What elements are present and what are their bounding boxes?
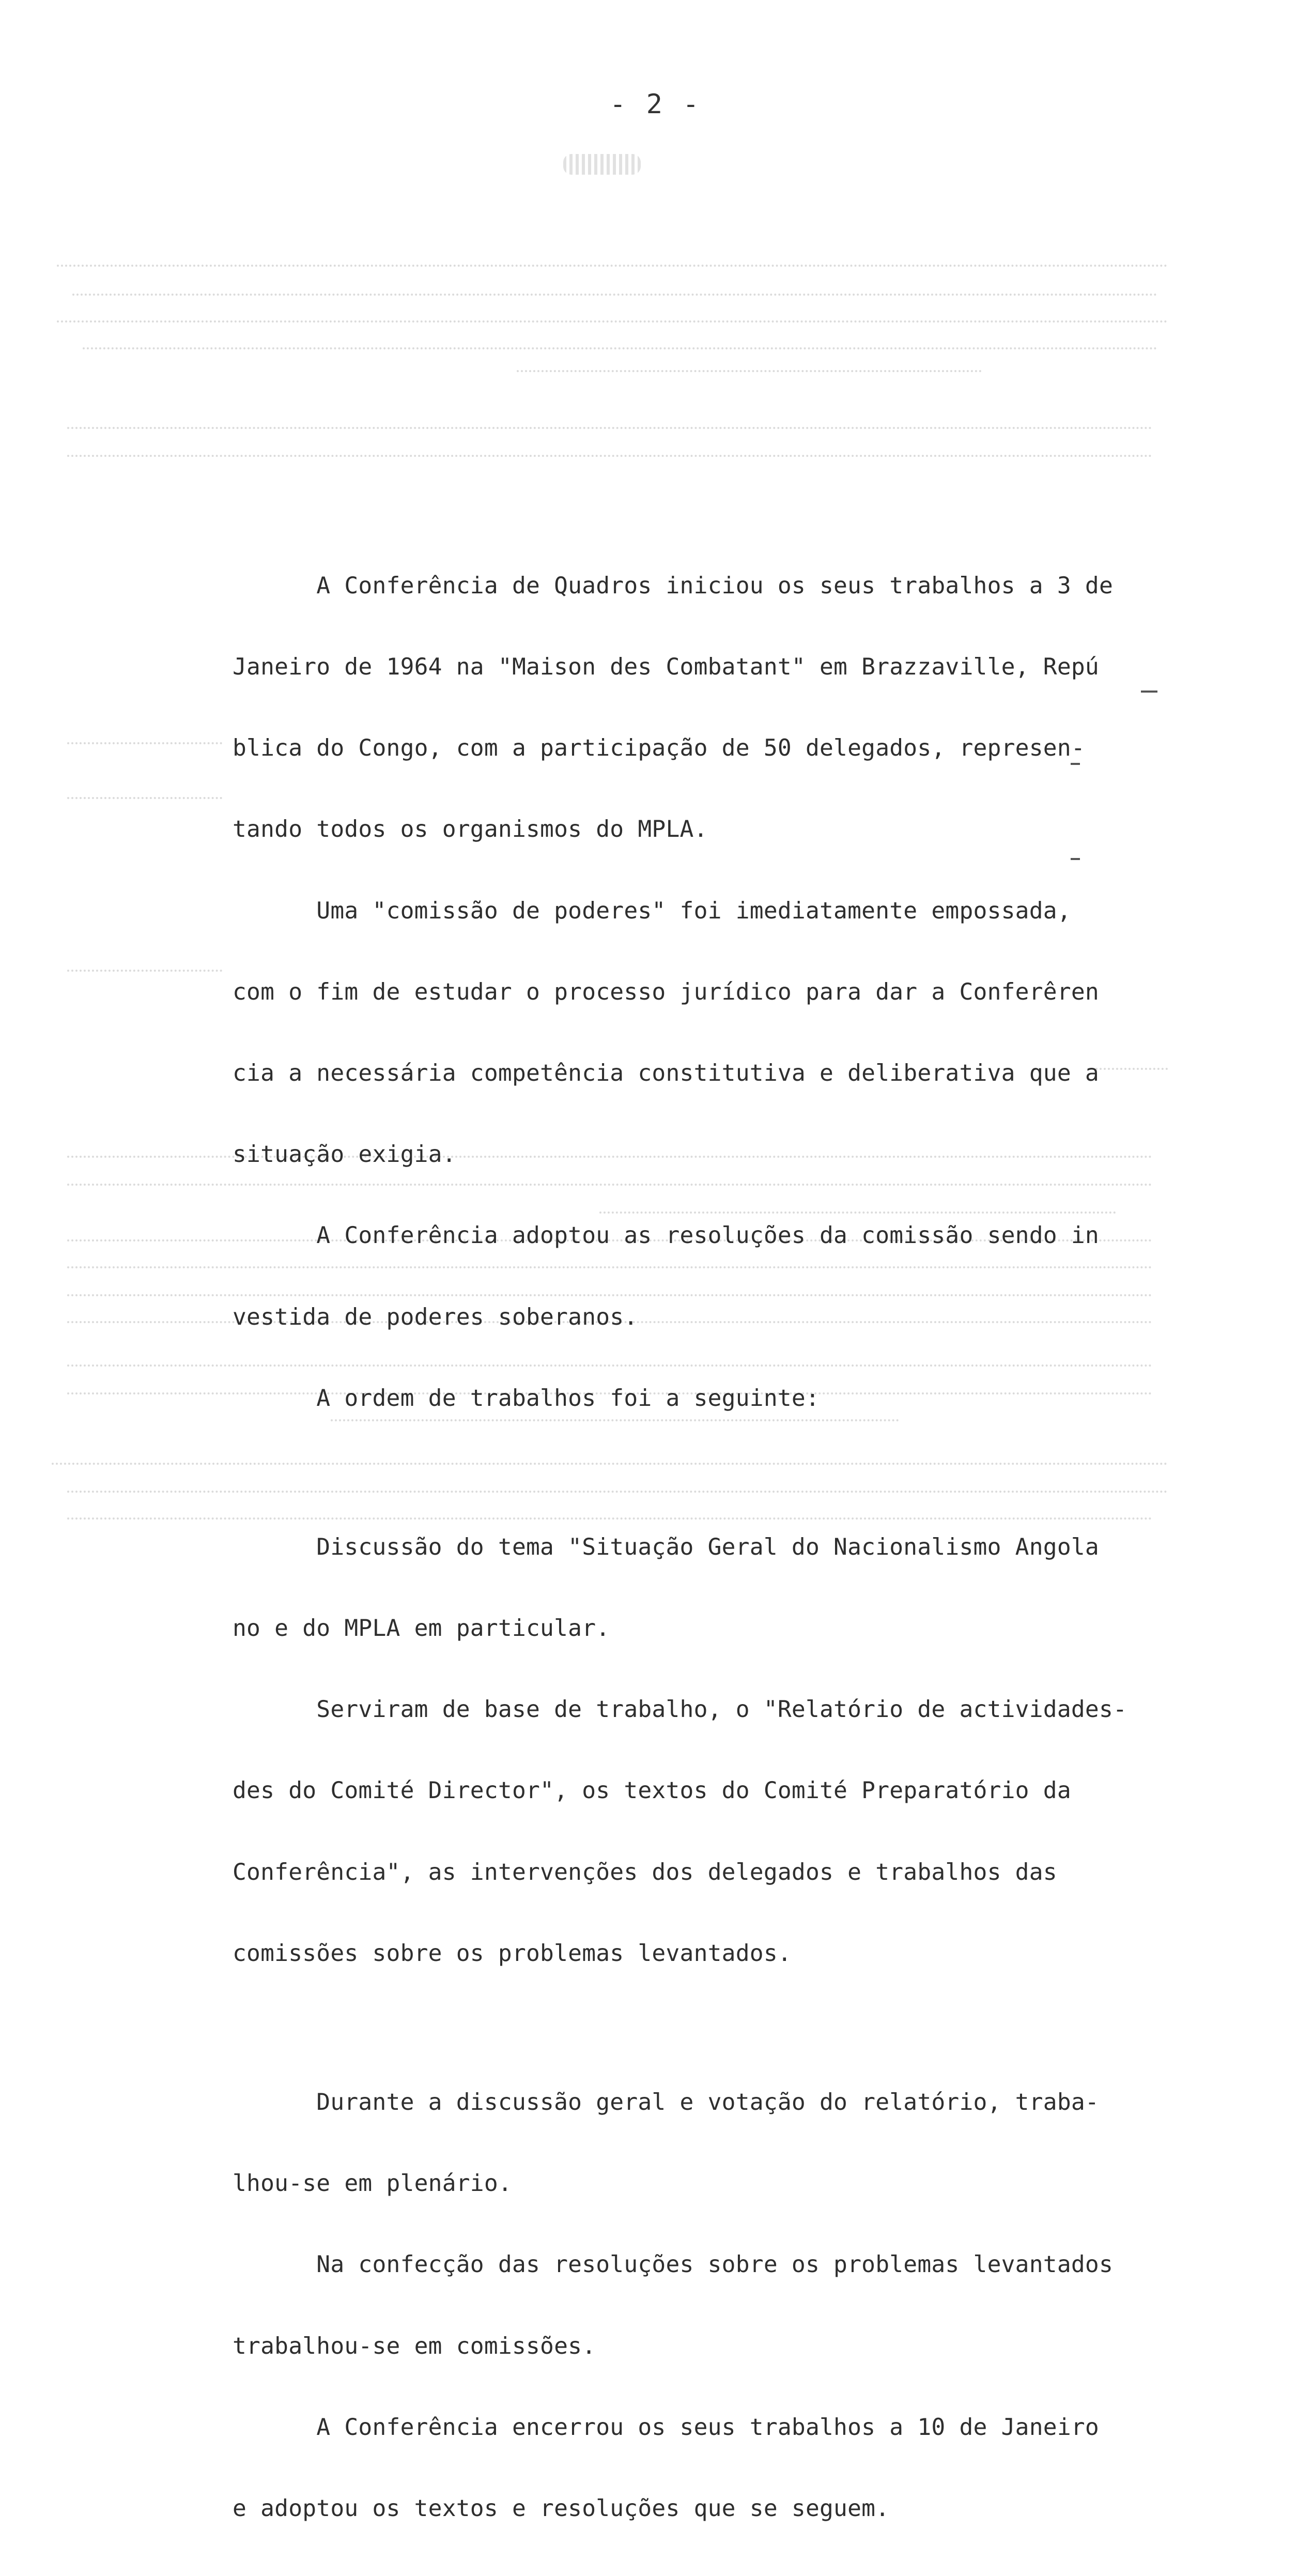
paragraph-gap bbox=[233, 2021, 1090, 2034]
text-line: Serviram de base de trabalho, o "Relatório de actividades- bbox=[233, 1696, 1127, 1723]
bleed-through-line bbox=[57, 320, 1168, 328]
text-line: tando todos os organismos do MPLA. bbox=[233, 816, 708, 843]
text-line: A ordem de trabalhos foi a seguinte: bbox=[233, 1384, 820, 1412]
bleed-through-line bbox=[1095, 1068, 1168, 1075]
margin-mark bbox=[1141, 691, 1157, 693]
bleed-through-line bbox=[67, 742, 222, 749]
bleed-through-line bbox=[67, 797, 222, 804]
bleed-through-line bbox=[72, 294, 1157, 301]
text-line: Discussão do tema "Situação Geral do Nacionalismo Angola bbox=[233, 1533, 1099, 1560]
text-line: trabalhou-se em comissões. bbox=[233, 2332, 596, 2359]
paragraph-gap bbox=[233, 1466, 1090, 1479]
bleed-through-line bbox=[67, 455, 1152, 462]
bleed-through-line bbox=[83, 347, 1157, 355]
text-line: Na confecção das resoluções sobre os problemas levantados bbox=[233, 2251, 1114, 2278]
text-line: vestida de poderes soberanos. bbox=[233, 1303, 638, 1330]
bleed-through-line bbox=[57, 265, 1168, 272]
text-line: situação exigia. bbox=[233, 1141, 456, 1168]
bleed-through-line bbox=[67, 427, 1152, 434]
text-line: des do Comité Director", os textos do Comité Preparatório da bbox=[233, 1777, 1071, 1804]
bleed-through-line bbox=[517, 370, 982, 377]
text-line: A Conferência adoptou as resoluções da comissão sendo in bbox=[233, 1222, 1099, 1249]
text-line: A Conferência de Quadros iniciou os seus trabalhos a 3 de bbox=[233, 572, 1114, 599]
text-line: Conferência", as intervenções dos delegados e trabalhos das bbox=[233, 1858, 1057, 1885]
text-line: blica do Congo, com a participação de 50 delegados, represen- bbox=[233, 734, 1085, 762]
text-line: e adoptou os textos e resoluções que se seguem. bbox=[233, 2494, 890, 2522]
bleed-through-line bbox=[67, 970, 222, 977]
text-line: Uma "comissão de poderes" foi imediatamente empossada, bbox=[233, 897, 1071, 924]
text-line: A Conferência encerrou os seus trabalhos a 10 de Janeiro bbox=[233, 2413, 1099, 2441]
text-line: Durante a discussão geral e votação do relatório, traba- bbox=[233, 2088, 1099, 2115]
text-line: no e do MPLA em particular. bbox=[233, 1615, 610, 1642]
text-line: Janeiro de 1964 na "Maison des Combatant" em Brazzaville, Repú bbox=[233, 653, 1099, 681]
text-line: comissões sobre os problemas levantados. bbox=[233, 1939, 792, 1967]
text-line: com o fim de estudar o processo jurídico para dar a Conferêren bbox=[233, 978, 1099, 1005]
stamp-smudge bbox=[563, 154, 641, 175]
text-line: lhou-se em plenário. bbox=[233, 2170, 512, 2197]
typewritten-body bbox=[233, 518, 1127, 2576]
text-line: cia a necessária competência constitutiva e deliberativa que a bbox=[233, 1060, 1099, 1087]
page-number: - 2 - bbox=[610, 89, 701, 120]
